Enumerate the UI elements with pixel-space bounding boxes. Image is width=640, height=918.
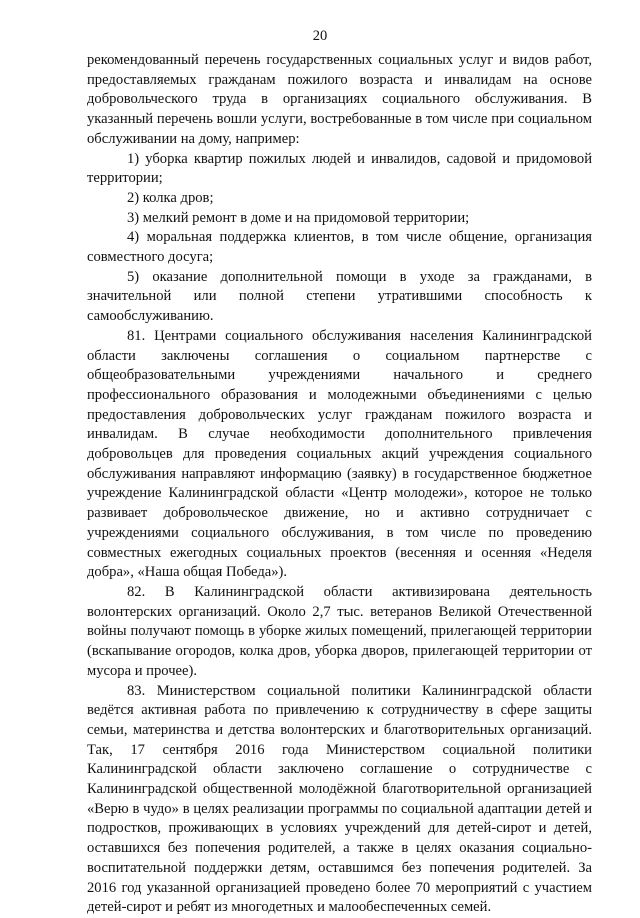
list-item-3: 3) мелкий ремонт в доме и на придомовой территории; [127, 209, 470, 226]
paragraph-continuation: рекомендованный перечень государственных социальных услуг и видов работ, предоставляемых гражданам пожилого возраста и инвалидам на основе добровольческого труда в организациях социального обслуживания. В указанный перечень вошли услуги, востребованные в том числе при социальном обслуживании на дому, например: [87, 52, 592, 147]
list-item-1: 1) уборка квартир пожилых людей и инвалидов, садовой и придомовой территории; [87, 150, 592, 187]
list-item-5: 5) оказание дополнительной помощи в уходе за гражданами, в значительной или полной степени утратившими способность к самообслуживанию. [87, 268, 592, 325]
list-item-2: 2) колка дров; [127, 189, 214, 206]
paragraph-81: 81. Центрами социального обслуживания населения Калининградской области заключены соглашения о социальном партнерстве с общеобразовательными учреждениями начального и среднего профессионального образования и молодежными объединениями с целью предоставления добровольческих услуг гражданам пожилого возраста и инвалидам. В случае необходимости дополнительного привлечения добровольцев для проведения социальных акций учреждения социального обслуживания направляют информацию (заявку) в государственное бюджетное учреждение Калининградской области «Центр молодежи», которое не только развивает добровольческое движение, но и активно сотрудничает с учреждениями социального обслуживания, в том числе по проведению совместных ежегодных социальных проектов (весенняя и осенняя «Неделя добра», «Наша общая Победа»). [87, 327, 592, 581]
list-item-4: 4) моральная поддержка клиентов, в том числе общение, организация совместного досуга; [87, 229, 592, 266]
document-body [87, 51, 592, 918]
paragraph-83: 83. Министерством социальной политики Калининградской области ведётся активная работа по привлечению к сотрудничеству в сфере защиты семьи, материнства и детства волонтерских и благотворительных организаций. Так, 17 сентября 2016 года Министерством социальной политики Калининградской области заключено соглашение о сотрудничестве с Калининградской общественной молодёжной благотворительной организацией «Верю в чудо» в целях реализации программы по социальной адаптации детей и подростков, проживающих в условиях учреждений для детей-сирот и детей, оставшихся без попечения родителей, а также в целях оказания социально-воспитательной поддержки детям, оставшимся без попечения родителей. За 2016 год указанной организацией проведено более 70 мероприятий с участием детей-сирот и ребят из многодетных и малообеспеченных семей. [87, 682, 592, 916]
page-number: 20 [312, 28, 328, 44]
paragraph-82: 82. В Калининградской области активизирована деятельность волонтерских организаций. Около 2,7 тыс. ветеранов Великой Отечественной войны получают помощь в уборке жилых помещений, прилегающей территории (вскапывание огородов, колка дров, уборка дворов, прилегающей территории от мусора и прочее). [87, 583, 592, 679]
